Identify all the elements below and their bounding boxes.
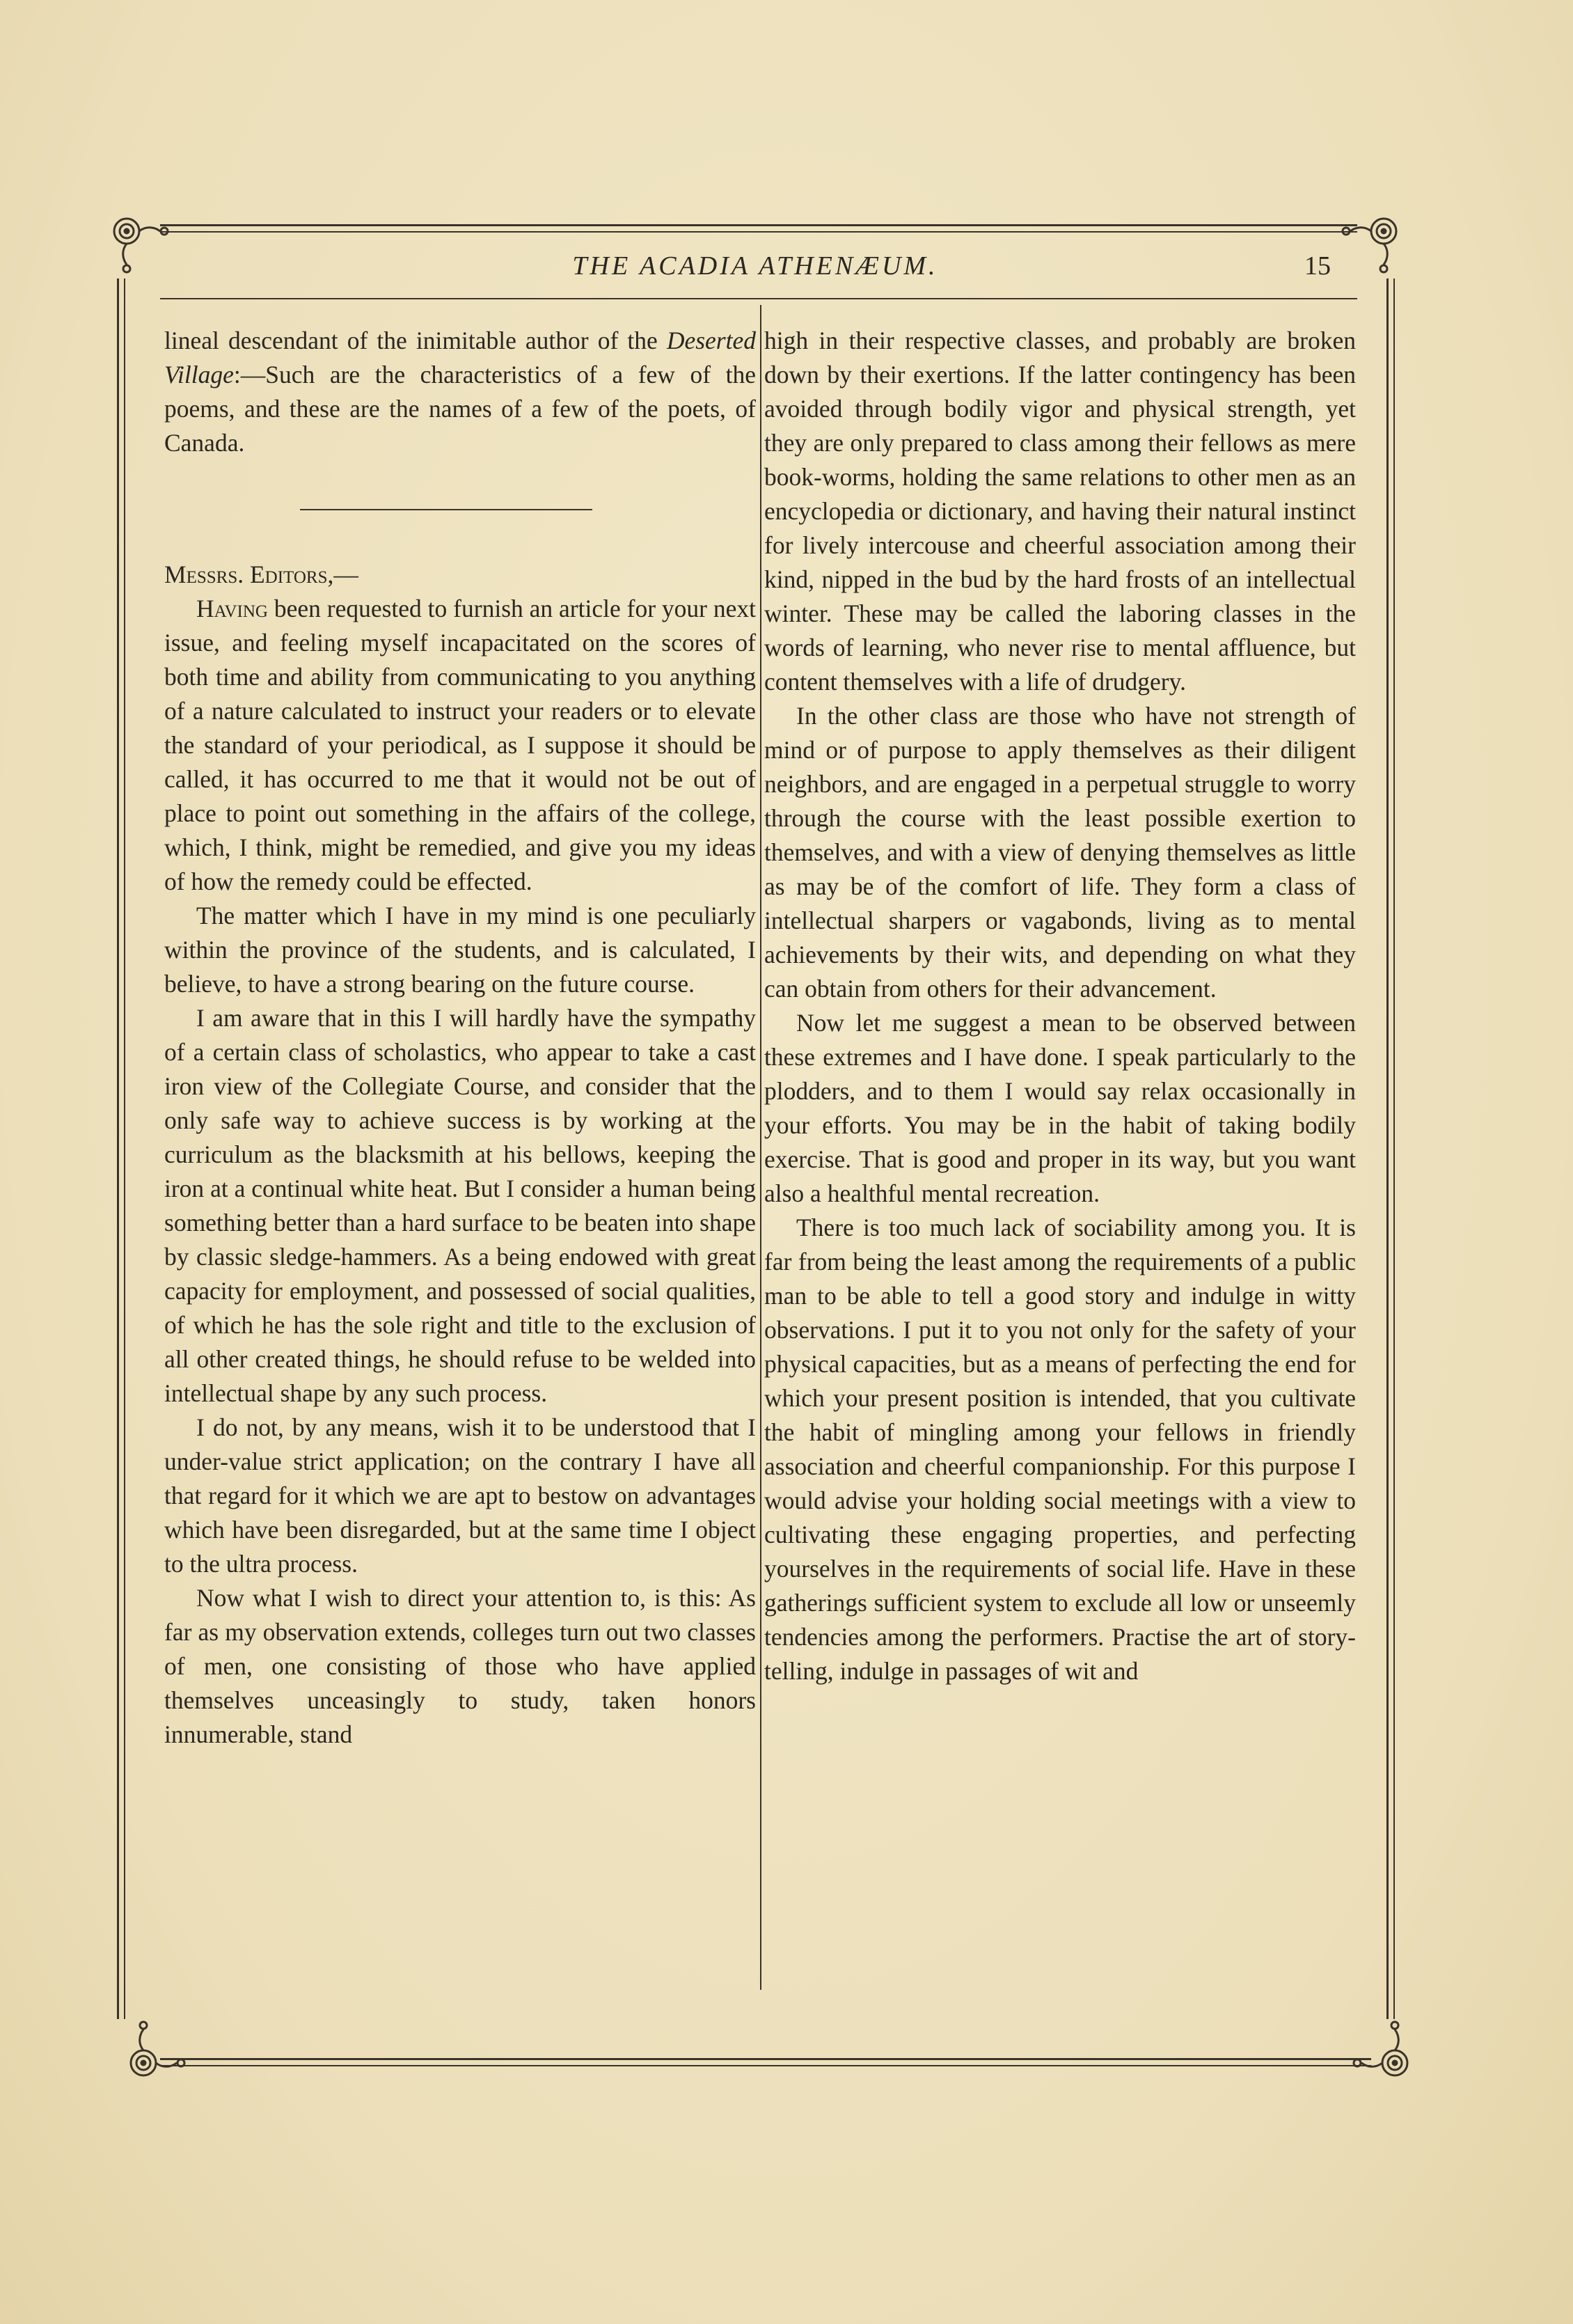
letter-paragraph-4: I do not, by any means, wish it to be understood that I under-value strict application; on the contrary I have all that regard for it which we are apt to bestow on advantages which have been disregarded, but at the same time I object to the ultra process. [164,1413,756,1578]
continuation-text-a: lineal descendant of the inimitable author of the [164,327,667,354]
letter-paragraph-9: There is too much lack of sociability among you. It is far from being the least among the requirements of a public man to be able to tell a good story and indulge in witty observations. I put it to you not only for the safety of your physical capacities, but as a means of perfecting the end for which your present position is intended, that you cultivate the habit of mingling among your fellows in friendly association and cheerful companionship. For this purpose I would advise your holding social meetings with a view to cultivating these engaging properties, and perfecting yourselves in the requirements of social life. Have in these gatherings sufficient system to exclude all low or unseemly tendencies among the performers. Practise the art of story-telling, indulge in passages of wit and [764,1214,1356,1685]
ornament-bottom-left-icon [118,2016,195,2092]
border-top-rule-outer [160,224,1357,226]
running-title: THE ACADIA ATHENÆUM. [572,251,938,281]
salutation: Messrs. Editors,— [164,560,358,588]
drop-lead-word: Having [196,595,268,622]
border-right-rule-outer [1386,278,1389,2019]
border-bottom-rule-inner [160,2065,1371,2066]
left-column [164,324,756,1752]
letter-paragraph-6: high in their respective classes, and probably are broken down by their exertions. If the latter contingency has been avoided through bodily vigor and physical strength, yet they are only prepared to class among their fellows as mere book-worms, holding the same relations to other men as an encyclopedia or dictionary, and having their natural instinct for lively intercouse and cheerful association among their kind, nipped in the bud by the hard frosts of an intellectual winter. These may be called the laboring classes in the words of learning, who never rise to mental affluence, but content themselves with a life of drudgery. [764,327,1356,696]
ornament-bottom-right-icon [1343,2016,1420,2092]
right-column [764,324,1356,1688]
border-right-rule-inner [1393,278,1395,2019]
page-number: 15 [1304,251,1331,281]
section-separator [300,509,592,510]
letter-paragraph-3: I am aware that in this I will hardly have the sympathy of a certain class of scholastics, who appear to take a cast iron view of the Collegiate Course, and consider that the only safe way to achieve success is by working at the curriculum as the blacksmith at his bellows, keeping the iron at a continual white heat. But I consider a human being something better than a hard surface to be beaten into shape by classic sledge-hammers. As a being endowed with great capacity for employment, and possessed of social qualities, of which he has the sole right and title to the exclusion of all other created things, he should refuse to be welded into intellectual shape by any such process. [164,1004,756,1407]
page-header [160,251,1350,292]
letter-paragraph-2: The matter which I have in my mind is one peculiarly within the province of the students, and is calculated, I believe, to have a strong bearing on the future course. [164,902,756,998]
letter-paragraph-8: Now let me suggest a mean to be observed between these extremes and I have done. I speak particularly to the plodders, and to them I would say relax occasionally in your efforts. You may be in the habit of taking bodily exercise. That is good and proper in its way, but you want also a healthful mental recreation. [764,1009,1356,1207]
header-underline [160,298,1357,299]
border-top-rule-inner [160,231,1357,233]
book-title: Deserted Village [164,327,756,388]
letter-paragraph-1-text: been requested to furnish an article for your next issue, and feeling myself incapacitated on the scores of both time and ability from communicating to you anything of a nature calculated to instruct your readers or to elevate the standard of your periodical, as I suppose it should be called, it has occurred to me that it would not be out of place to point out something in the affairs of the college, which, I think, might be remedied, and give you my ideas of how the remedy could be effected. [164,595,756,895]
continuation-text-b: :—Such are the characteristics of a few of the poems, and these are the names of a few of the poets, of Canada. [164,361,756,457]
letter-paragraph-5: Now what I wish to direct your attention to, is this: As far as my observation extends, colleges turn out two classes of men, one consisting of those who have applied themselves unceasingly to study, taken honors innumerable, stand [164,1584,756,1748]
continuation-paragraph [164,324,756,460]
border-bottom-rule-outer [160,2058,1371,2060]
border-left-rule-outer [117,278,119,2019]
letter-paragraph-1 [164,592,756,899]
border-left-rule-inner [124,278,125,2019]
letter-paragraph-7: In the other class are those who have not strength of mind or of purpose to apply themselves as their diligent neighbors, and are engaged in a perpetual struggle to worry through the course with the least possible exertion to themselves, and with a view of denying themselves as little as may be of the comfort of life. They form a class of intellectual sharpers or vagabonds, living as to mental achievements by their wits, and depending on what they can obtain from others for their advancement. [764,702,1356,1003]
column-divider [760,305,761,1990]
